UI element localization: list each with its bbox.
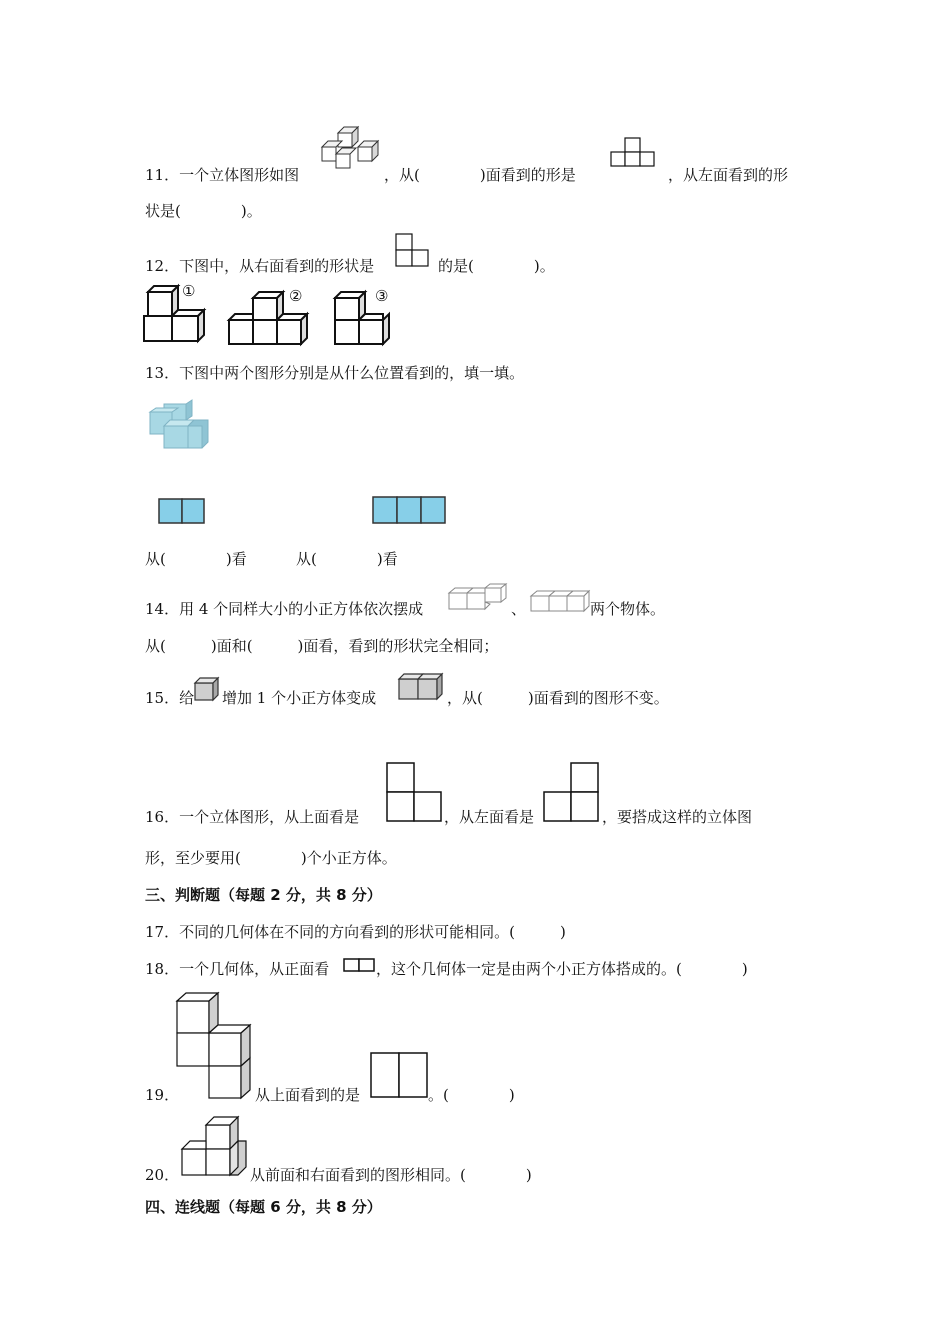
q18-text-b: ，这个几何体一定是由两个小正方体搭成的。( ) xyxy=(376,960,748,978)
q12-text-a: 12．下图中，从右面看到的形状是 xyxy=(145,257,375,275)
q15-two-cubes xyxy=(398,673,444,701)
q11-text-c: ，从左面看到的形 xyxy=(668,166,789,184)
q15-single-cube xyxy=(194,677,220,701)
q16-top-view-shape xyxy=(386,762,442,822)
q14-object-2 xyxy=(530,587,590,613)
q11-text-a: 11．一个立体图形如图 xyxy=(145,166,300,184)
q11-view-shape xyxy=(610,137,656,167)
q12-text-b: 的是( )。 xyxy=(438,257,555,275)
q19-top-view-shape xyxy=(370,1052,428,1098)
q19-solid-figure xyxy=(176,992,256,1100)
q14-text-b: 、 xyxy=(511,600,527,618)
q11-text-b: ，从( )面看到的形是 xyxy=(384,166,576,184)
q12-label-1: ① xyxy=(182,282,196,300)
q14-text-d: 从( )面和( )面看，看到的形状完全相同； xyxy=(145,637,499,655)
q15-text-b: 增加 1 个小正方体变成 xyxy=(222,689,377,707)
q20-text-a: 从前面和右面看到的图形相同。( ) xyxy=(250,1166,532,1184)
q12-right-view-shape xyxy=(395,233,429,267)
q13-view-1 xyxy=(158,498,206,524)
section-3-heading: 三、判断题（每题 2 分，共 8 分） xyxy=(145,886,382,904)
q15-text-a: 15．给 xyxy=(145,689,195,707)
q18-text-a: 18．一个几何体，从正面看 xyxy=(145,960,330,978)
q20-number: 20． xyxy=(145,1166,180,1184)
q13-solid-figure xyxy=(148,402,212,450)
q11-text-d: 状是( )。 xyxy=(145,202,262,220)
q13-answer-2: 从( )看 xyxy=(296,550,398,568)
q16-text-a: 16．一个立体图形，从上面看是 xyxy=(145,808,360,826)
q13-answer-1: 从( )看 xyxy=(145,550,247,568)
q16-left-view-shape xyxy=(543,762,599,822)
section-4-heading: 四、连线题（每题 6 分，共 8 分） xyxy=(145,1198,382,1216)
q14-text-a: 14．用 4 个同样大小的小正方体依次摆成 xyxy=(145,600,424,618)
q14-object-1 xyxy=(448,584,510,612)
q11-solid-figure xyxy=(320,124,380,170)
q16-text-c: ，要搭成这样的立体图 xyxy=(602,808,753,826)
q14-text-c: 两个物体。 xyxy=(590,600,666,618)
q12-label-2: ② xyxy=(289,287,303,305)
q19-text-a: 从上面看到的是 xyxy=(255,1086,361,1104)
q20-solid-figure xyxy=(181,1115,249,1177)
q16-text-b: ，从左面看是 xyxy=(444,808,535,826)
q17-text: 17．不同的几何体在不同的方向看到的形状可能相同。( ) xyxy=(145,923,566,941)
q16-text-d: 形，至少要用( )个小正方体。 xyxy=(145,849,397,867)
q12-label-3: ③ xyxy=(375,287,389,305)
q18-front-view-shape xyxy=(343,958,375,972)
q15-text-c: ，从( )面看到的图形不变。 xyxy=(447,689,669,707)
q13-view-2 xyxy=(372,496,446,524)
q19-text-b: 。( ) xyxy=(428,1086,515,1104)
q13-text: 13．下图中两个图形分别是从什么位置看到的，填一填。 xyxy=(145,364,525,382)
q19-number: 19． xyxy=(145,1086,180,1104)
